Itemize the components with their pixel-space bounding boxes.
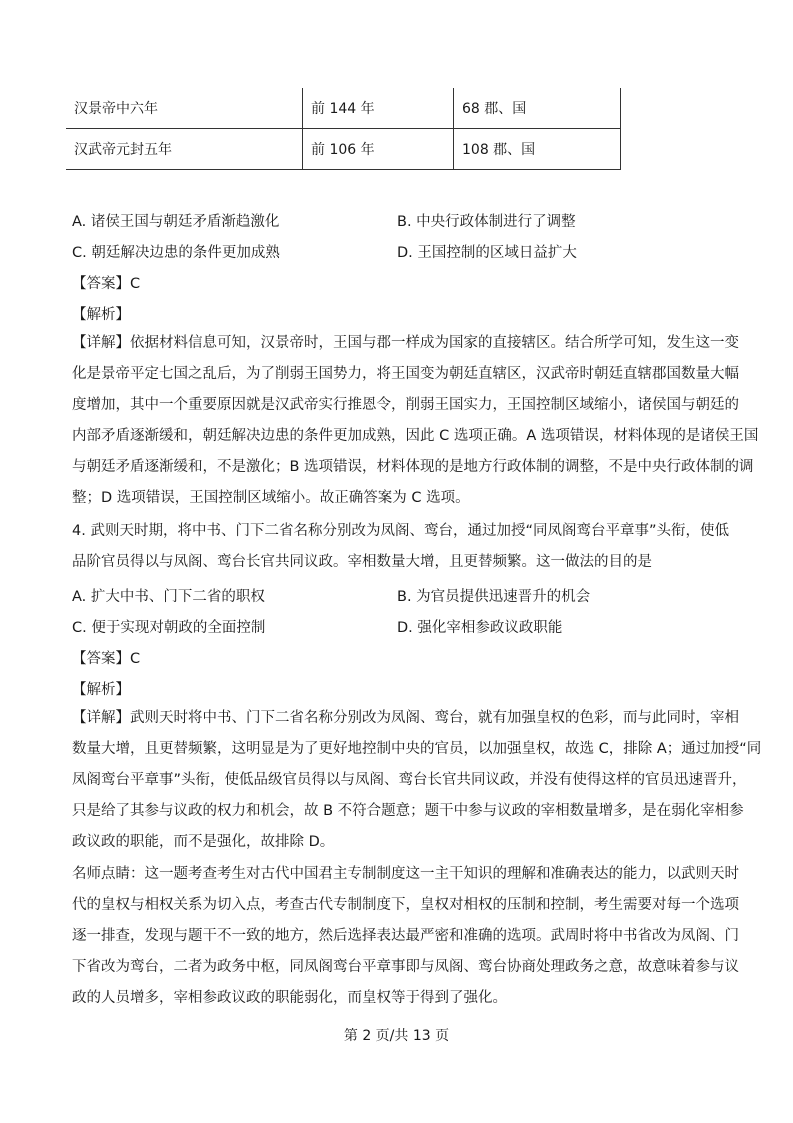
q4-detail: [72, 703, 762, 858]
q4-note-line: 名师点睛：这一题考查考生对古代中国君主专制制度这一主干知识的理解和准确表达的能力，以武则天时: [72, 866, 739, 882]
table-cell-year: 前 144 年: [303, 88, 454, 129]
q4-detail-line: 只是给了其参与议政的权力和机会，故 B 不符合题意；题干中参与议政的宰相数量增多，是在弱化宰相参: [72, 803, 744, 819]
q3-option-c: C. 朝廷解决边患的条件更加成熟: [72, 245, 280, 261]
q4-stem-line: 品阶官员得以与凤阁、鸾台长官共同议政。宰相数量大增，且更替频繁。这一做法的目的是: [72, 554, 652, 570]
q3-analysis-label: 【解析】: [72, 307, 130, 323]
q4-note-line: 逐一排查，发现与题干不一致的地方，然后选择表达最严密和准确的选项。武周时将中书省改为凤阁、门: [72, 928, 739, 944]
q4-stem-line: 4. 武则天时期，将中书、门下二省名称分别改为凤阁、鸾台，通过加授“同凤阁鸾台平章事”头衔，使低: [72, 523, 729, 539]
q3-detail-line: 内部矛盾逐渐缓和，朝廷解决边患的条件更加成熟，因此 C 选项正确。A 选项错误，材料体现的是诸侯王国: [72, 428, 759, 444]
dynasty-table: [66, 88, 621, 170]
table-row: [66, 88, 621, 129]
table-cell-emperor: 汉武帝元封五年: [66, 129, 303, 170]
table-cell-year: 前 106 年: [303, 129, 454, 170]
q4-teacher-note: [72, 859, 739, 1014]
q3-detail: [72, 328, 759, 514]
q4-option-b: B. 为官员提供迅速晋升的机会: [397, 589, 591, 605]
q3-option-b: B. 中央行政体制进行了调整: [397, 214, 576, 230]
q4-stem: [72, 516, 729, 578]
q3-option-a: A. 诸侯王国与朝廷矛盾渐趋激化: [72, 214, 280, 230]
q4-detail-line: 数量大增，且更替频繁，这明显是为了更好地控制中央的官员，以加强皇权，故选 C，排除 A；通过加授“同: [72, 741, 762, 757]
q4-detail-line: 凤阁鸾台平章事”头衔，使低品级官员得以与凤阁、鸾台长官共同议政，并没有使得这样的官员迅速晋升，: [72, 772, 747, 788]
q4-option-a: A. 扩大中书、门下二省的职权: [72, 589, 265, 605]
q4-analysis-label: 【解析】: [72, 682, 130, 698]
table-row: [66, 129, 621, 170]
table-cell-count: 68 郡、国: [454, 88, 621, 129]
table-cell-emperor: 汉景帝中六年: [66, 88, 303, 129]
q3-detail-line: 与朝廷矛盾逐渐缓和，不是激化；B 选项错误，材料体现的是地方行政体制的调整，不是中央行政体制的调: [72, 459, 754, 475]
q4-detail-line: 政议政的职能，而不是强化，故排除 D。: [72, 834, 335, 850]
q4-note-line: 政的人员增多，宰相参政议政的职能弱化，而皇权等于得到了强化。: [72, 990, 507, 1006]
q4-note-line: 下省改为鸾台，二者为政务中枢，同凤阁鸾台平章事即与凤阁、鸾台协商处理政务之意，故意味着参与议: [72, 959, 739, 975]
page-footer: 第 2 页/共 13 页: [343, 1028, 450, 1044]
q3-option-d: D. 王国控制的区域日益扩大: [397, 245, 577, 261]
q4-option-d: D. 强化宰相参政议政职能: [397, 620, 563, 636]
q4-answer: 【答案】C: [72, 651, 141, 667]
q4-option-c: C. 便于实现对朝政的全面控制: [72, 620, 266, 636]
q3-answer: 【答案】C: [72, 276, 141, 292]
q4-note-line: 代的皇权与相权关系为切入点，考查古代专制制度下，皇权对相权的压制和控制，考生需要对每一个选项: [72, 897, 739, 913]
q3-detail-line: 整；D 选项错误，王国控制区域缩小。故正确答案为 C 选项。: [72, 490, 470, 506]
q4-detail-line: 【详解】武则天时将中书、门下二省名称分别改为凤阁、鸾台，就有加强皇权的色彩，而与此同时，宰相: [72, 710, 739, 726]
q3-detail-line: 化是景帝平定七国之乱后，为了削弱王国势力，将王国变为朝廷直辖区，汉武帝时朝廷直辖郡国数量大幅: [72, 366, 739, 382]
table-cell-count: 108 郡、国: [454, 129, 621, 170]
q3-detail-line: 【详解】依据材料信息可知，汉景帝时，王国与郡一样成为国家的直接辖区。结合所学可知，发生这一变: [72, 335, 739, 351]
q3-detail-line: 度增加，其中一个重要原因就是汉武帝实行推恩令，削弱王国实力，王国控制区域缩小，诸侯国与朝廷的: [72, 397, 739, 413]
